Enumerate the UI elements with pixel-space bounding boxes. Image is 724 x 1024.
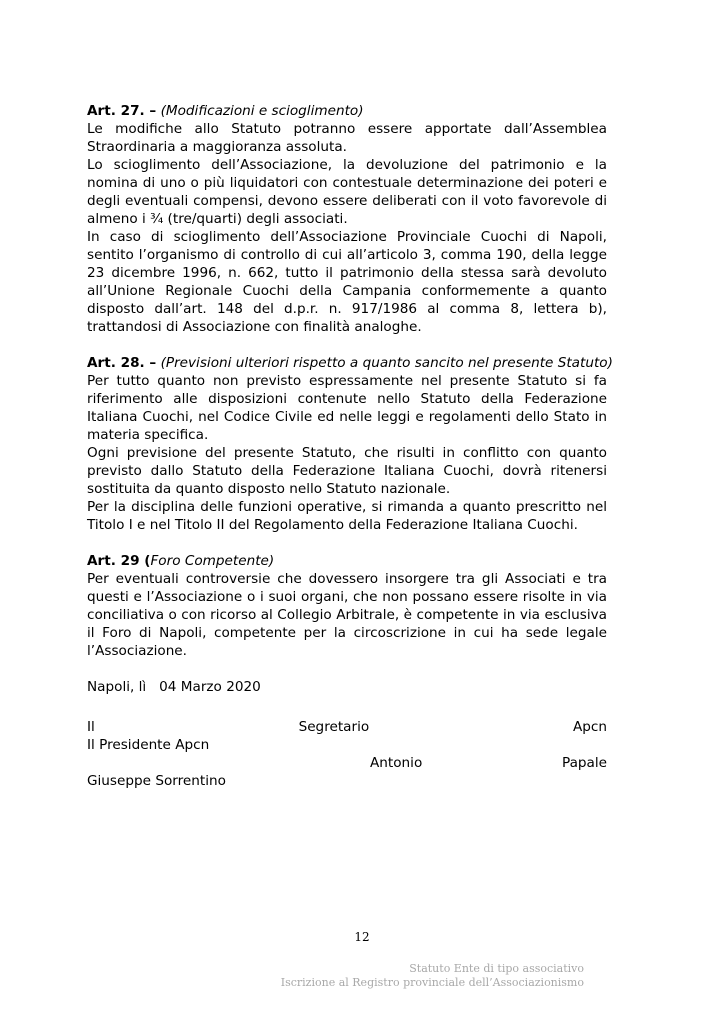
article-heading bbox=[87, 102, 607, 120]
article-paragraph: Per la disciplina delle funzioni operative, si rimanda a quanto prescritto nel Titolo I e nel Titolo II del Regolamento della Federazione Italiana Cuochi. bbox=[87, 499, 607, 533]
article-number: Art. 28. – bbox=[87, 355, 157, 371]
article-paragraph: Per tutto quanto non previsto espressamente nel presente Statuto si fa riferimento alle disposizioni contenute nello Statuto della Federazione Italiana Cuochi, nel Codice Civile ed nelle leggi e regolamenti dello Stato in materia specifica. bbox=[87, 373, 607, 443]
footer-line: Statuto Ente di tipo associativo bbox=[409, 962, 584, 975]
signature-block bbox=[87, 718, 607, 790]
article-heading bbox=[87, 354, 613, 372]
article-28 bbox=[87, 354, 613, 534]
place-date: Napoli, lì 04 Marzo 2020 bbox=[87, 679, 261, 695]
page-number: 12 bbox=[354, 930, 370, 944]
footer-line: Iscrizione al Registro provinciale dell’Associazionismo bbox=[280, 976, 584, 989]
signature-president-name: Giuseppe Sorrentino bbox=[87, 773, 226, 789]
article-29 bbox=[87, 552, 607, 660]
article-number: Art. 27. – bbox=[87, 103, 157, 119]
article-paragraph: Lo scioglimento dell’Associazione, la devoluzione del patrimonio e la nomina di uno o più liquidatori con contestuale determinazione dei poteri e degli eventuali compensi, devono essere deliberati con il voto favorevole di almeno i ¾ (tre/quarti) degli associati. bbox=[87, 157, 607, 227]
page-footer bbox=[184, 962, 584, 990]
article-paragraph: Ogni previsione del presente Statuto, che risulti in conflitto con quanto previsto dallo Statuto della Federazione Italiana Cuochi, dovrà ritenersi sostituita da quanto disposto nello Statuto nazionale. bbox=[87, 445, 607, 497]
article-paragraph: Per eventuali controversie che dovessero insorgere tra gli Associati e tra questi e l’Associazione o i suoi organi, che non possano essere risolte in via conciliativa o con ricorso al Collegio Arbitrale, è competente in via esclusiva il Foro di Napoli, competente per la circoscrizione in cui ha sede legale l’Associazione. bbox=[87, 571, 607, 659]
signature-secretary-title: Il Segretario Apcn bbox=[87, 719, 607, 735]
article-27 bbox=[87, 102, 607, 336]
article-paragraph: Le modifiche allo Statuto potranno essere apportate dall’Assemblea Straordinaria a maggioranza assoluta. bbox=[87, 121, 607, 155]
article-paragraph: In caso di scioglimento dell’Associazione Provinciale Cuochi di Napoli, sentito l’organismo di controllo di cui all’articolo 3, comma 190, della legge 23 dicembre 1996, n. 662, tutto il patrimonio della stessa sarà devoluto all’Unione Regionale Cuochi della Campania conformemente a quanto disposto dall’art. 148 del d.p.r. n. 917/1986 al comma 8, lettera b), trattandosi di Associazione con finalità analoghe. bbox=[87, 229, 607, 335]
page-content bbox=[87, 102, 613, 790]
article-heading bbox=[87, 552, 607, 570]
article-number: Art. 29 ( bbox=[87, 553, 151, 569]
article-title: (Previsioni ulteriori rispetto a quanto sancito nel presente Statuto) bbox=[160, 355, 613, 371]
signature-president-title: Il Presidente Apcn bbox=[87, 737, 210, 753]
article-title: Foro Competente) bbox=[150, 553, 275, 569]
signature-secretary-name: Antonio Papale bbox=[370, 755, 607, 771]
article-title: (Modificazioni e scioglimento) bbox=[160, 103, 364, 119]
